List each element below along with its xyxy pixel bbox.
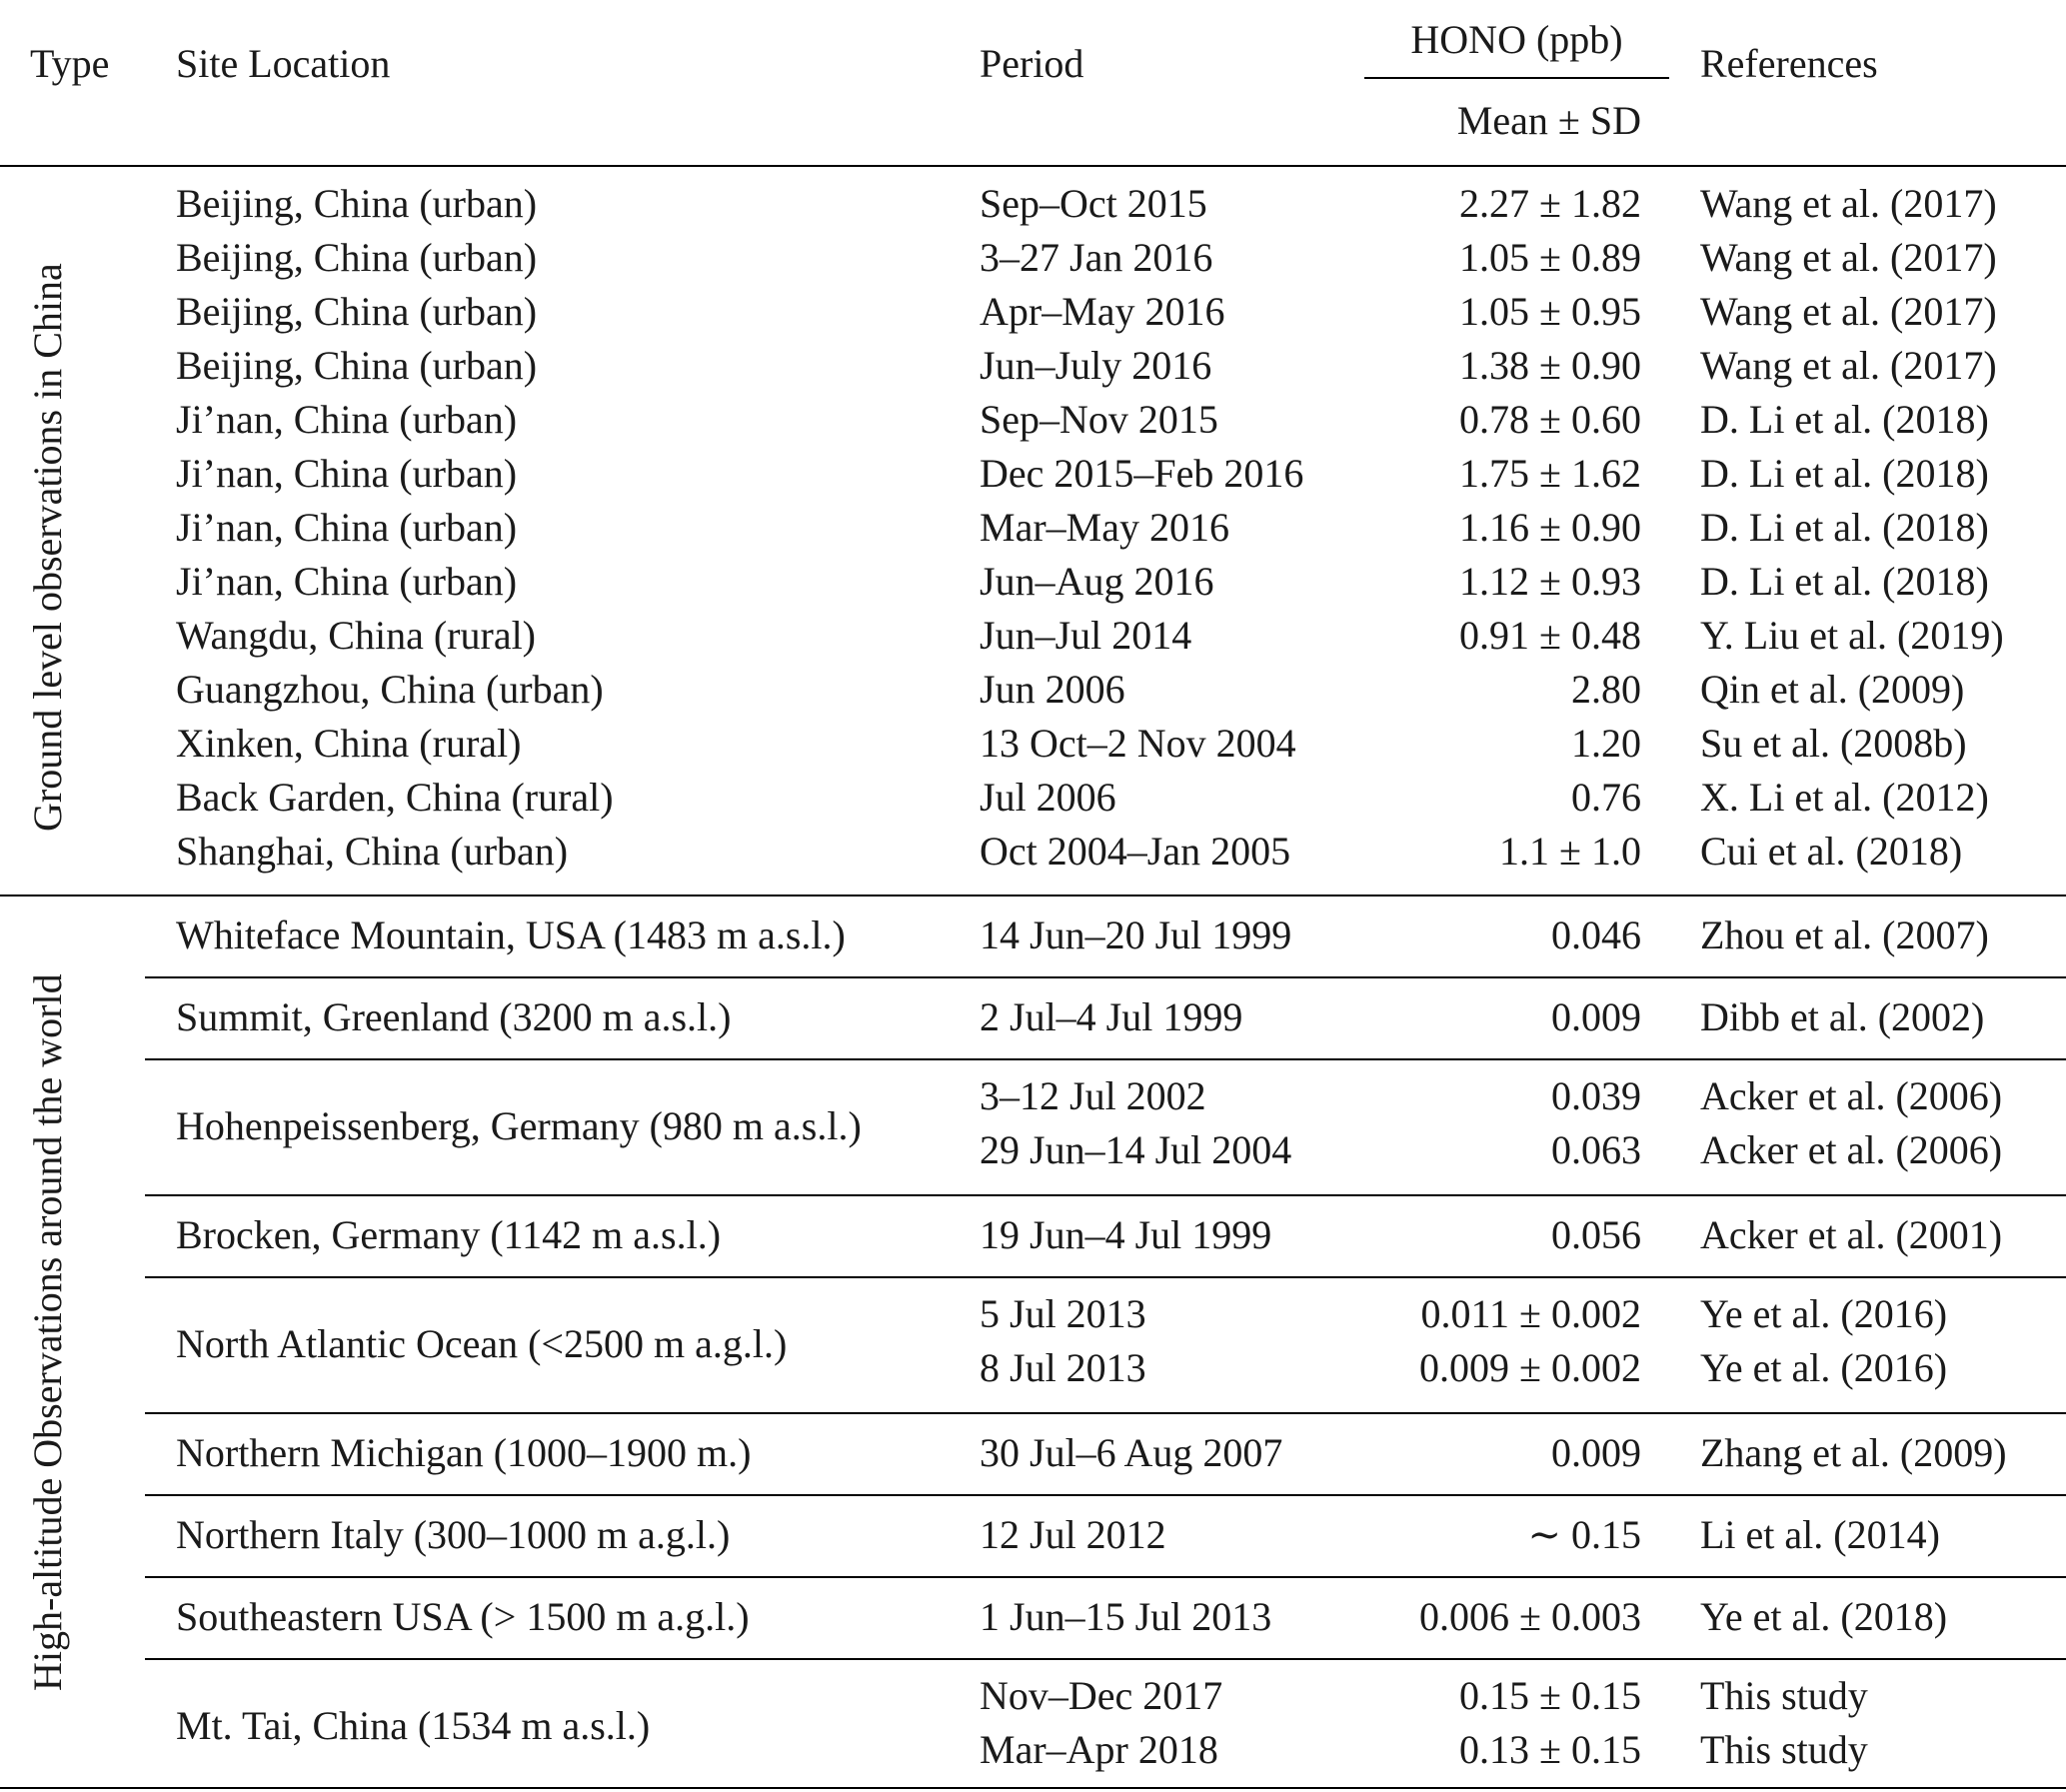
header-type: Type (30, 41, 110, 86)
reference-cell: D. Li et al. (2018) (1700, 451, 1989, 496)
group-rule (0, 895, 2066, 896)
reference-cell: X. Li et al. (2012) (1700, 775, 1989, 820)
header-references: References (1700, 41, 1878, 86)
site-location-cell: Hohenpeissenberg, Germany (980 m a.s.l.) (176, 1103, 862, 1148)
row-separator (145, 1658, 2066, 1660)
site-location-cell: Northern Michigan (1000–1900 m.) (176, 1430, 752, 1475)
row-separator (145, 1576, 2066, 1578)
reference-cell: Zhou et al. (2007) (1700, 912, 1989, 957)
hono-value-cell: 1.75 ± 1.62 (1459, 451, 1641, 496)
site-location-cell: Beijing, China (urban) (176, 181, 538, 226)
site-location-cell: Brocken, Germany (1142 m a.s.l.) (176, 1212, 722, 1257)
reference-cell: Li et al. (2014) (1700, 1512, 1940, 1557)
hono-value-cell: 0.046 (1551, 912, 1641, 957)
reference-cell: Wang et al. (2017) (1700, 181, 1997, 226)
hono-value-cell: 1.05 ± 0.89 (1459, 235, 1641, 280)
period-cell: Oct 2004–Jan 2005 (980, 829, 1291, 874)
reference-cell: This study (1700, 1673, 1868, 1718)
hono-value-cell: 0.009 (1551, 1430, 1641, 1475)
site-location-cell: Beijing, China (urban) (176, 289, 538, 334)
period-cell: 8 Jul 2013 (980, 1345, 1146, 1390)
header-period: Period (980, 41, 1084, 86)
hono-value-cell: 0.009 ± 0.002 (1419, 1345, 1641, 1390)
hono-value-cell: 0.006 ± 0.003 (1419, 1594, 1641, 1639)
header-hono: HONO (ppb) (1410, 17, 1623, 62)
reference-cell: Y. Liu et al. (2019) (1700, 613, 2004, 658)
site-location-cell: Ji’nan, China (urban) (176, 505, 518, 550)
period-cell: Apr–May 2016 (980, 289, 1225, 334)
reference-cell: Ye et al. (2018) (1700, 1594, 1948, 1639)
reference-cell: Su et al. (2008b) (1700, 721, 1967, 766)
period-cell: 12 Jul 2012 (980, 1512, 1166, 1557)
period-cell: Jun 2006 (980, 667, 1125, 712)
site-location-cell: Whiteface Mountain, USA (1483 m a.s.l.) (176, 912, 846, 957)
period-cell: 13 Oct–2 Nov 2004 (980, 721, 1296, 766)
site-location-cell: Southeastern USA (> 1500 m a.g.l.) (176, 1594, 750, 1639)
row-separator (145, 1058, 2066, 1060)
reference-cell: Acker et al. (2001) (1700, 1212, 2003, 1257)
group-label-high: High-altitude Observations around the world (25, 973, 70, 1691)
period-cell: Jul 2006 (980, 775, 1116, 820)
period-cell: Jun–July 2016 (980, 343, 1212, 388)
reference-cell: D. Li et al. (2018) (1700, 505, 1989, 550)
site-location-cell: Ji’nan, China (urban) (176, 451, 518, 496)
hono-value-cell: 0.13 ± 0.15 (1459, 1727, 1641, 1772)
hono-value-cell: ∼ 0.15 (1527, 1512, 1641, 1557)
reference-cell: Dibb et al. (2002) (1700, 994, 1985, 1039)
reference-cell: This study (1700, 1727, 1868, 1772)
row-separator (145, 1412, 2066, 1414)
hono-value-cell: 2.80 (1571, 667, 1641, 712)
reference-cell: Qin et al. (2009) (1700, 667, 1965, 712)
period-cell: 2 Jul–4 Jul 1999 (980, 994, 1243, 1039)
site-location-cell: Beijing, China (urban) (176, 235, 538, 280)
row-separator (145, 1194, 2066, 1196)
site-location-cell: Ji’nan, China (urban) (176, 397, 518, 442)
reference-cell: Ye et al. (2016) (1700, 1291, 1948, 1336)
row-separator (145, 1276, 2066, 1278)
period-cell: 29 Jun–14 Jul 2004 (980, 1127, 1292, 1172)
period-cell: Mar–Apr 2018 (980, 1727, 1218, 1772)
hono-value-cell: 1.38 ± 0.90 (1459, 343, 1641, 388)
period-cell: Nov–Dec 2017 (980, 1673, 1223, 1718)
period-cell: 1 Jun–15 Jul 2013 (980, 1594, 1272, 1639)
reference-cell: Wang et al. (2017) (1700, 235, 1997, 280)
site-location-cell: Back Garden, China (rural) (176, 775, 614, 820)
period-cell: 5 Jul 2013 (980, 1291, 1146, 1336)
period-cell: Dec 2015–Feb 2016 (980, 451, 1304, 496)
period-cell: Sep–Nov 2015 (980, 397, 1218, 442)
header-site-location: Site Location (176, 41, 391, 86)
reference-cell: Cui et al. (2018) (1700, 829, 1963, 874)
hono-value-cell: 0.063 (1551, 1127, 1641, 1172)
hono-value-cell: 0.039 (1551, 1073, 1641, 1118)
reference-cell: Wang et al. (2017) (1700, 289, 1997, 334)
period-cell: 3–12 Jul 2002 (980, 1073, 1206, 1118)
site-location-cell: Summit, Greenland (3200 m a.s.l.) (176, 994, 732, 1039)
hono-value-cell: 1.16 ± 0.90 (1459, 505, 1641, 550)
reference-cell: Wang et al. (2017) (1700, 343, 1997, 388)
reference-cell: Acker et al. (2006) (1700, 1127, 2003, 1172)
hono-value-cell: 0.056 (1551, 1212, 1641, 1257)
reference-cell: D. Li et al. (2018) (1700, 559, 1989, 604)
hono-value-cell: 0.011 ± 0.002 (1420, 1291, 1641, 1336)
hono-value-cell: 0.76 (1571, 775, 1641, 820)
hono-value-cell: 1.20 (1571, 721, 1641, 766)
reference-cell: D. Li et al. (2018) (1700, 397, 1989, 442)
hono-value-cell: 0.009 (1551, 994, 1641, 1039)
site-location-cell: Shanghai, China (urban) (176, 829, 569, 874)
hono-value-cell: 0.91 ± 0.48 (1459, 613, 1641, 658)
reference-cell: Zhang et al. (2009) (1700, 1430, 2007, 1475)
period-cell: 30 Jul–6 Aug 2007 (980, 1430, 1283, 1475)
site-location-cell: Beijing, China (urban) (176, 343, 538, 388)
site-location-cell: Northern Italy (300–1000 m a.g.l.) (176, 1512, 731, 1557)
header-rule (0, 165, 2066, 167)
group-label-ground: Ground level observations in China (25, 263, 70, 832)
row-separator (145, 976, 2066, 978)
hono-value-cell: 1.05 ± 0.95 (1459, 289, 1641, 334)
header-hono-underline (1364, 77, 1669, 79)
hono-value-cell: 0.78 ± 0.60 (1459, 397, 1641, 442)
period-cell: 19 Jun–4 Jul 1999 (980, 1212, 1272, 1257)
site-location-cell: Mt. Tai, China (1534 m a.s.l.) (176, 1703, 651, 1748)
site-location-cell: North Atlantic Ocean (<2500 m a.g.l.) (176, 1321, 788, 1366)
reference-cell: Acker et al. (2006) (1700, 1073, 2003, 1118)
period-cell: Jun–Aug 2016 (980, 559, 1214, 604)
hono-value-cell: 1.12 ± 0.93 (1459, 559, 1641, 604)
site-location-cell: Xinken, China (rural) (176, 721, 522, 766)
period-cell: Mar–May 2016 (980, 505, 1229, 550)
header-mean-sd: Mean ± SD (1456, 98, 1641, 143)
hono-value-cell: 0.15 ± 0.15 (1459, 1673, 1641, 1718)
period-cell: 3–27 Jan 2016 (980, 235, 1213, 280)
period-cell: 14 Jun–20 Jul 1999 (980, 912, 1292, 957)
site-location-cell: Wangdu, China (rural) (176, 613, 536, 658)
reference-cell: Ye et al. (2016) (1700, 1345, 1948, 1390)
period-cell: Jun–Jul 2014 (980, 613, 1192, 658)
period-cell: Sep–Oct 2015 (980, 181, 1207, 226)
site-location-cell: Ji’nan, China (urban) (176, 559, 518, 604)
site-location-cell: Guangzhou, China (urban) (176, 667, 604, 712)
hono-value-cell: 1.1 ± 1.0 (1499, 829, 1641, 874)
hono-value-cell: 2.27 ± 1.82 (1459, 181, 1641, 226)
bottom-rule (0, 1787, 2066, 1789)
row-separator (145, 1494, 2066, 1496)
